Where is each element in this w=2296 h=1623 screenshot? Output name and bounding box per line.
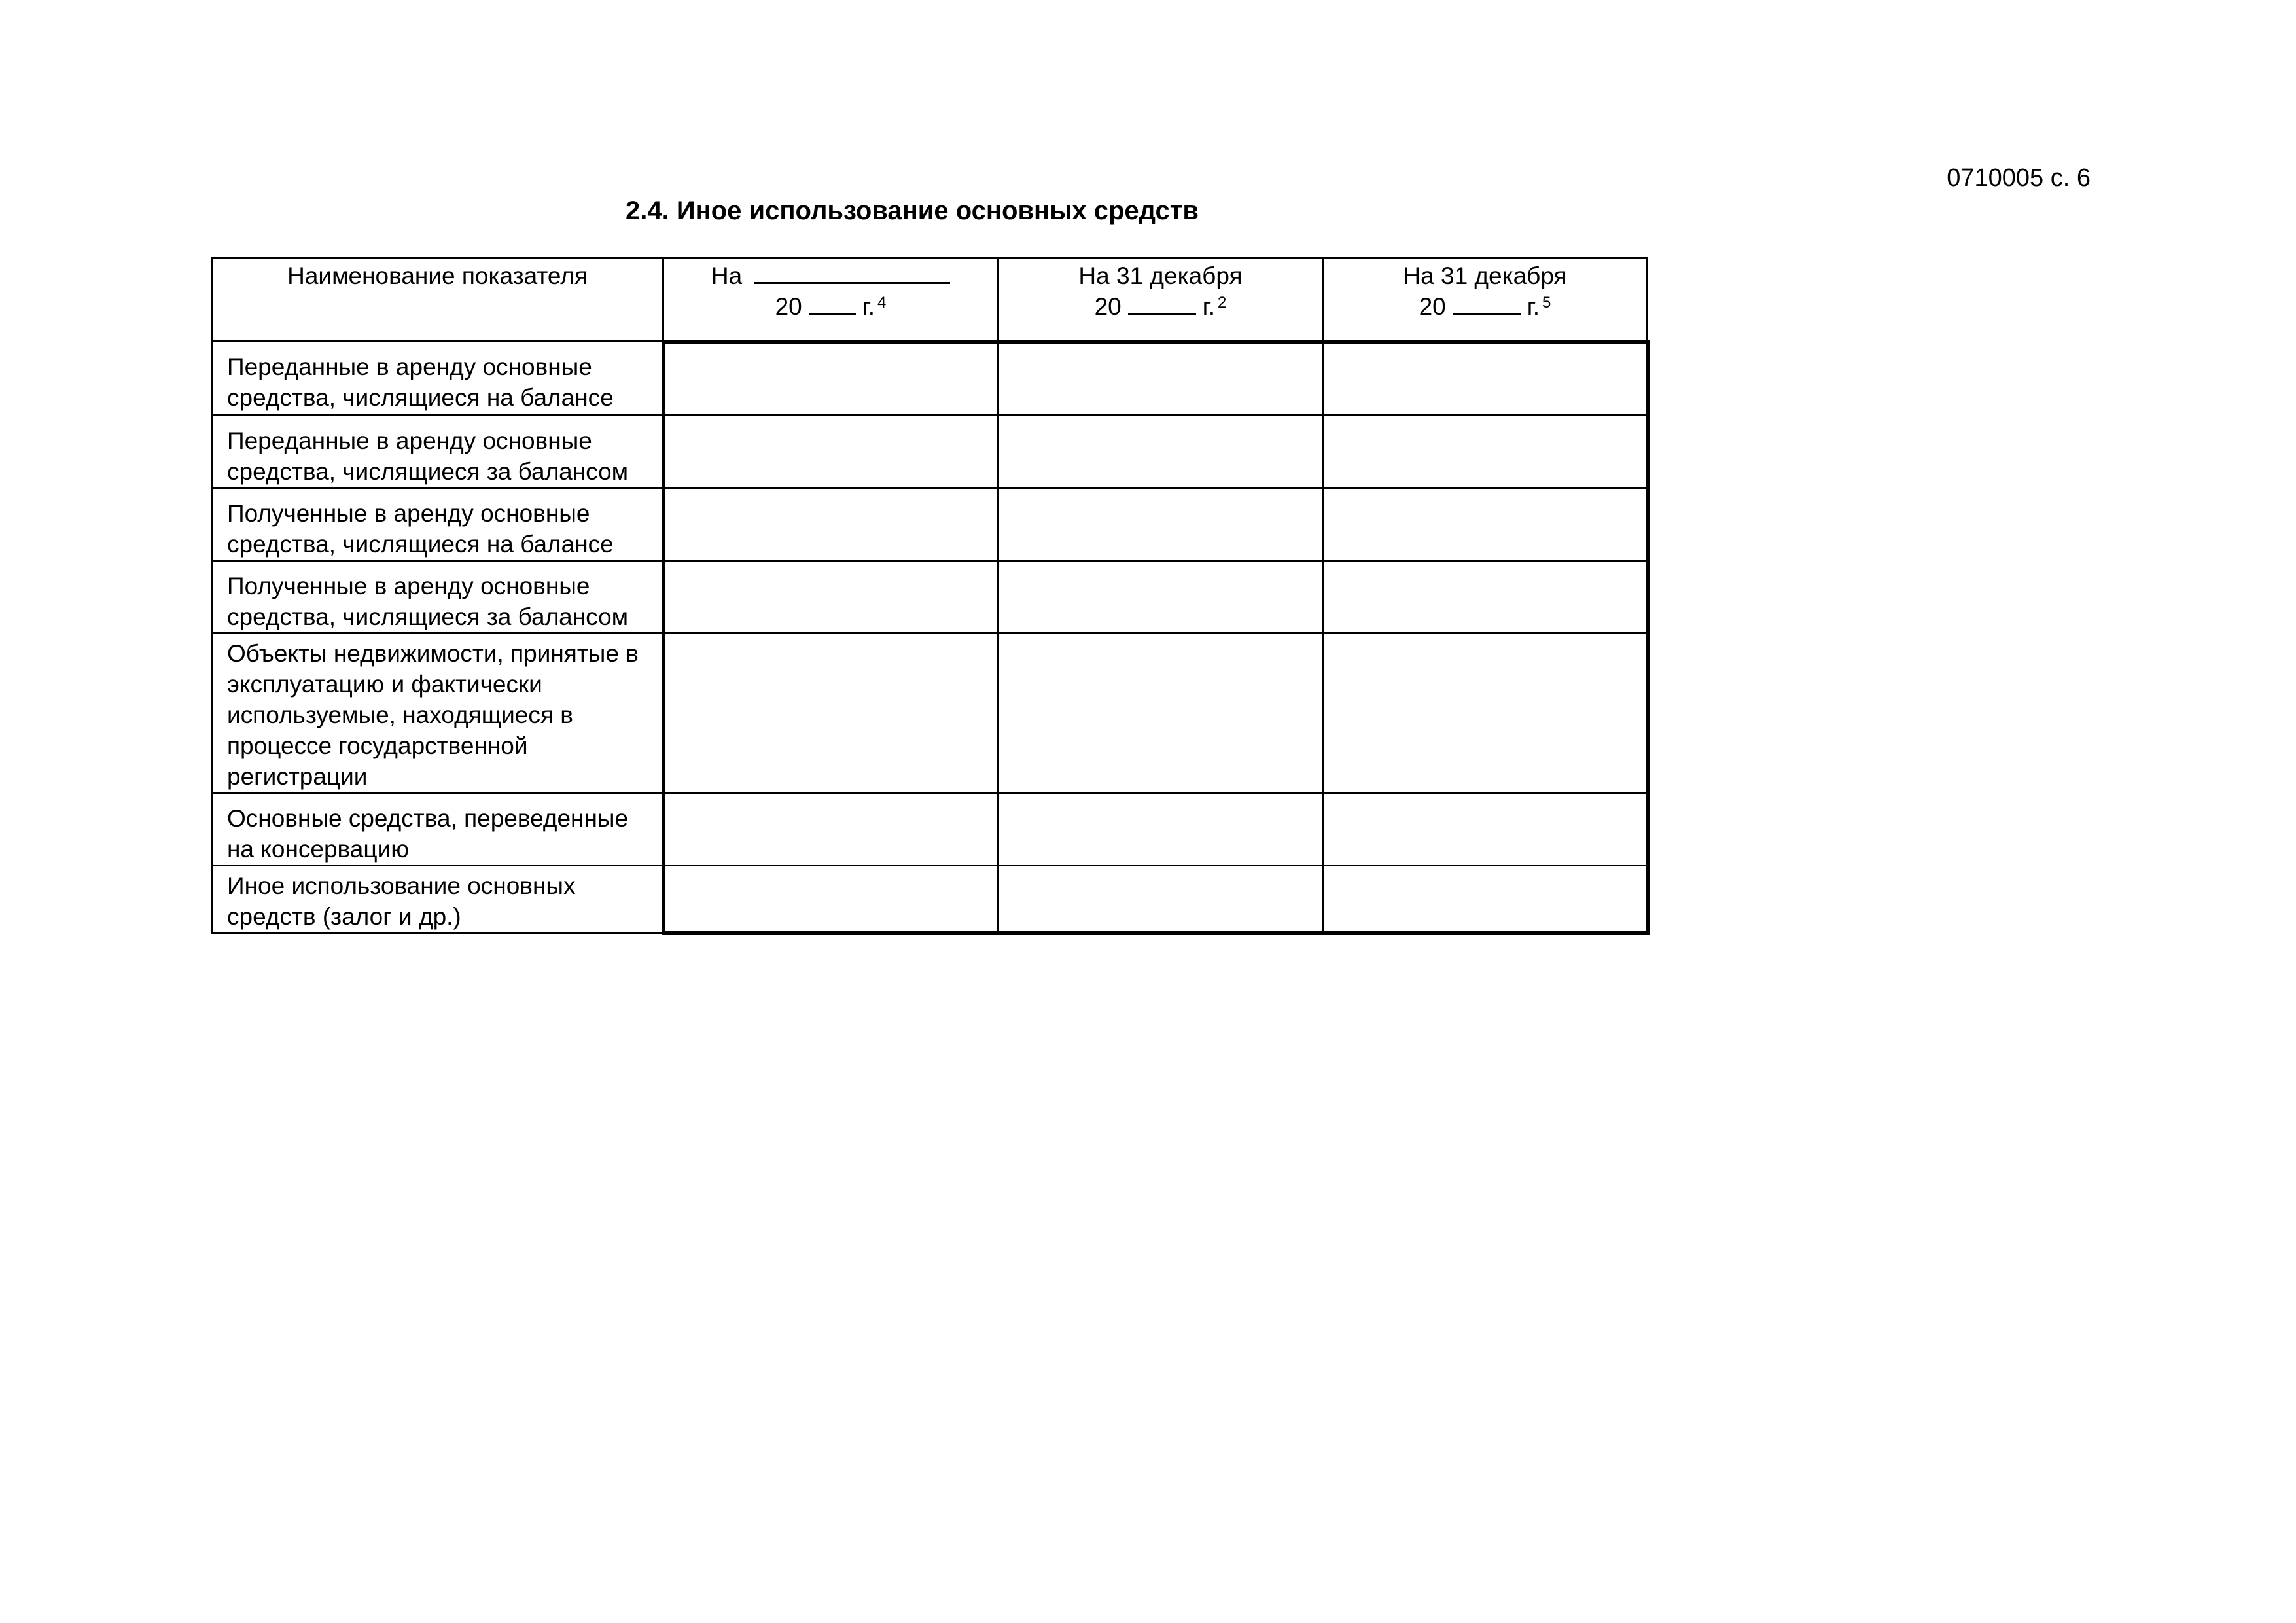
header-date-c-label: На 31 декабря <box>1403 262 1567 289</box>
value-cell[interactable] <box>1323 416 1648 488</box>
year-blank-field[interactable] <box>809 292 856 315</box>
value-cell[interactable] <box>1323 488 1648 561</box>
value-cell[interactable] <box>663 488 998 561</box>
table-row <box>212 633 1648 793</box>
row-label: Основные средства, переведенные на консервацию <box>212 793 663 866</box>
value-cell[interactable] <box>998 416 1323 488</box>
header-date-b-label: На 31 декабря <box>1078 262 1243 289</box>
value-cell[interactable] <box>1323 342 1648 416</box>
year-blank-field[interactable] <box>1128 292 1196 315</box>
value-cell[interactable] <box>1323 561 1648 633</box>
row-label: Полученные в аренду основные средства, числящиеся на балансе <box>212 488 663 561</box>
table-row <box>212 488 1648 561</box>
header-date-a-year-prefix: 20 <box>775 293 802 320</box>
header-date-b-year-suffix: г. <box>1202 293 1216 320</box>
form-code: 0710005 с. 6 <box>1947 164 2091 192</box>
header-date-c-year-suffix: г. <box>1527 293 1540 320</box>
header-date-b <box>998 259 1323 342</box>
date-blank-field[interactable] <box>754 261 950 284</box>
table-row <box>212 793 1648 866</box>
table-row <box>212 866 1648 933</box>
footnote-mark: 5 <box>1542 294 1551 312</box>
year-blank-field[interactable] <box>1453 292 1521 315</box>
header-date-b-year-prefix: 20 <box>1094 293 1122 320</box>
data-table <box>211 257 1650 935</box>
value-cell[interactable] <box>998 488 1323 561</box>
value-cell[interactable] <box>998 793 1323 866</box>
row-label: Иное использование основных средств (залог и др.) <box>212 866 663 933</box>
value-cell[interactable] <box>998 342 1323 416</box>
value-cell[interactable] <box>1323 793 1648 866</box>
footnote-mark: 4 <box>877 294 887 312</box>
header-date-c-year-prefix: 20 <box>1419 293 1446 320</box>
header-indicator-name: Наименование показателя <box>212 259 663 342</box>
row-label: Переданные в аренду основные средства, числящиеся за балансом <box>212 416 663 488</box>
value-cell[interactable] <box>1323 633 1648 793</box>
value-cell[interactable] <box>1323 866 1648 933</box>
value-cell[interactable] <box>998 561 1323 633</box>
footnote-mark: 2 <box>1218 294 1227 312</box>
section-title: 2.4. Иное использование основных средств <box>626 196 1199 225</box>
value-cell[interactable] <box>663 342 998 416</box>
row-label: Полученные в аренду основные средства, числящиеся за балансом <box>212 561 663 633</box>
value-cell[interactable] <box>663 793 998 866</box>
header-date-a <box>663 259 998 342</box>
value-cell[interactable] <box>663 416 998 488</box>
value-cell[interactable] <box>663 633 998 793</box>
header-row <box>212 259 1648 342</box>
table-row <box>212 561 1648 633</box>
value-cell[interactable] <box>663 866 998 933</box>
header-date-a-year-suffix: г. <box>862 293 875 320</box>
value-cell[interactable] <box>663 561 998 633</box>
row-label: Переданные в аренду основные средства, числящиеся на балансе <box>212 342 663 416</box>
row-label: Объекты недвижимости, принятые в эксплуатацию и фактически используемые, находящиеся в процессе государственной регистрации <box>212 633 663 793</box>
table-row <box>212 416 1648 488</box>
value-cell[interactable] <box>998 633 1323 793</box>
table-row <box>212 342 1648 416</box>
header-date-c <box>1323 259 1648 342</box>
header-date-a-label: На <box>711 262 743 289</box>
fixed-assets-usage-table <box>211 257 1646 935</box>
value-cell[interactable] <box>998 866 1323 933</box>
